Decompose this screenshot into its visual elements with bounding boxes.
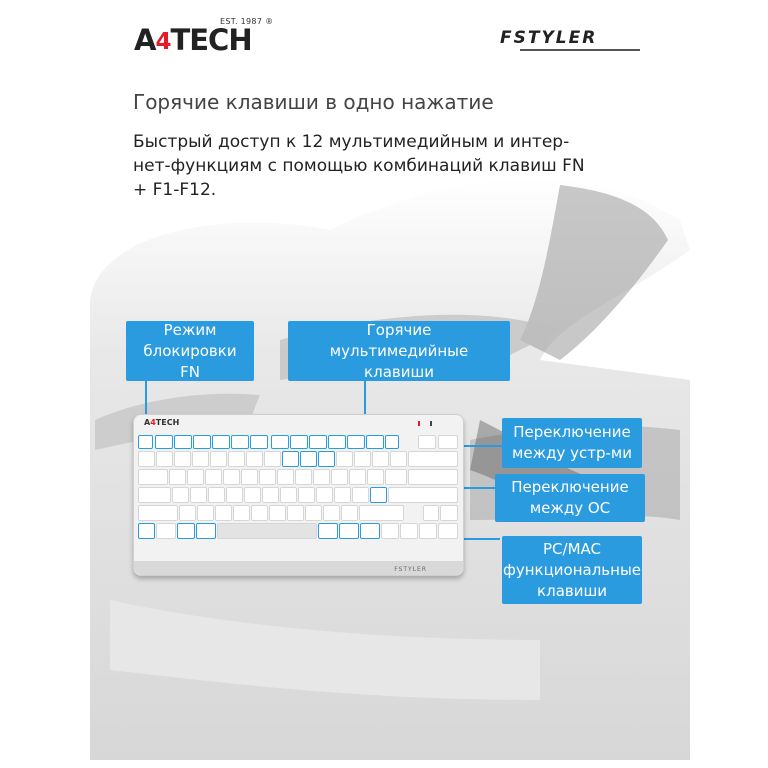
number-key (390, 451, 407, 467)
letter-key (241, 469, 258, 485)
f-key (231, 435, 249, 449)
backslash-key (385, 469, 407, 485)
f-key (347, 435, 365, 449)
number-key (372, 451, 389, 467)
os-switch-key (370, 487, 387, 503)
number-key (264, 451, 281, 467)
letter-key (226, 487, 243, 503)
ctrl-right-key (339, 523, 359, 539)
media-keys-callout: Горячие мультимедийные клавиши (288, 321, 510, 381)
f-key (328, 435, 346, 449)
backspace-key (408, 451, 458, 467)
number-key (156, 451, 173, 467)
enter-key (388, 487, 458, 503)
space-key (217, 523, 317, 539)
letter-key (187, 469, 204, 485)
letter-key (313, 469, 330, 485)
letter-key (323, 505, 340, 521)
alt-key (196, 523, 216, 539)
letter-key (190, 487, 207, 503)
shift-left-key (138, 505, 178, 521)
letter-key (208, 487, 225, 503)
shift-right-key (359, 505, 404, 521)
fstyler-underline (520, 49, 640, 51)
a4tech-logo (134, 17, 274, 60)
arrow-left-key (381, 523, 399, 539)
number-key (138, 451, 155, 467)
letter-key (295, 469, 312, 485)
number-key (210, 451, 227, 467)
letter-key (259, 469, 276, 485)
fn-lock-key (138, 435, 153, 449)
led-indicator-dark (430, 421, 432, 426)
f-key (212, 435, 230, 449)
f-key (290, 435, 308, 449)
pc-mac-callout: PC/MAC функциональные клавиши (502, 536, 642, 604)
letter-key (172, 487, 189, 503)
letter-key (269, 505, 286, 521)
letter-key (205, 469, 222, 485)
arrow-up-key (423, 505, 439, 521)
letter-key (233, 505, 250, 521)
alt-right-key (318, 523, 338, 539)
number-key (354, 451, 371, 467)
letter-key (244, 487, 261, 503)
letter-key (179, 505, 196, 521)
letter-key (280, 487, 297, 503)
letter-key (305, 505, 322, 521)
number-key (174, 451, 191, 467)
number-key (192, 451, 209, 467)
letter-key (215, 505, 232, 521)
arrow-right-key (419, 523, 437, 539)
tab-key (138, 469, 168, 485)
f-key (385, 435, 399, 449)
fn-lock-callout: Режим блокировки FN (126, 321, 254, 381)
fstyler-logo: FSTYLER (500, 28, 598, 48)
f-key (271, 435, 289, 449)
number-key (246, 451, 263, 467)
keyboard-logo: A4TECH (144, 418, 180, 427)
letter-key (298, 487, 315, 503)
letter-key (197, 505, 214, 521)
f-key (250, 435, 268, 449)
letter-key (367, 469, 384, 485)
a4tech-wordmark: A4TECH (134, 23, 252, 57)
keyboard-illustration (133, 414, 464, 576)
f-key (155, 435, 173, 449)
letter-key (341, 505, 358, 521)
established-label: EST. 1987 ® (220, 17, 274, 26)
letter-key (334, 487, 351, 503)
os-switch-callout: Переключение между ОС (495, 474, 645, 522)
page-key (440, 505, 458, 521)
arrow-down-key (400, 523, 418, 539)
letter-key (223, 469, 240, 485)
ctrl-key (156, 523, 176, 539)
letter-key (349, 469, 366, 485)
f-key (309, 435, 327, 449)
number-key (336, 451, 353, 467)
letter-key (262, 487, 279, 503)
number-key (228, 451, 245, 467)
letter-key (169, 469, 186, 485)
description-text: Быстрый доступ к 12 мультимедийным и интер-нет-функциям с помощью комбинаций клавиш FN + F1-F12. (133, 132, 585, 200)
keyboard-brand: FSTYLER (394, 566, 427, 573)
caps-lock-key (138, 487, 171, 503)
letter-key (352, 487, 369, 503)
f-key (193, 435, 211, 449)
print-screen-key (418, 435, 436, 449)
page-title: Горячие клавиши в одно нажатие (133, 90, 494, 114)
letter-key (331, 469, 348, 485)
f-key (174, 435, 192, 449)
led-indicator-red (418, 421, 420, 426)
letter-key (316, 487, 333, 503)
letter-key (251, 505, 268, 521)
win-key (177, 523, 195, 539)
menu-key (360, 523, 380, 539)
device-switch-callout: Переключение между устр-ми (502, 418, 642, 468)
backspace-key-2 (408, 469, 458, 485)
letter-key (277, 469, 294, 485)
number-key-device-1 (282, 451, 299, 467)
number-key-device-2 (300, 451, 317, 467)
f-key (366, 435, 384, 449)
end-key (438, 523, 458, 539)
delete-key (438, 435, 458, 449)
fn-key (138, 523, 155, 539)
number-key-device-3 (318, 451, 335, 467)
letter-key (287, 505, 304, 521)
